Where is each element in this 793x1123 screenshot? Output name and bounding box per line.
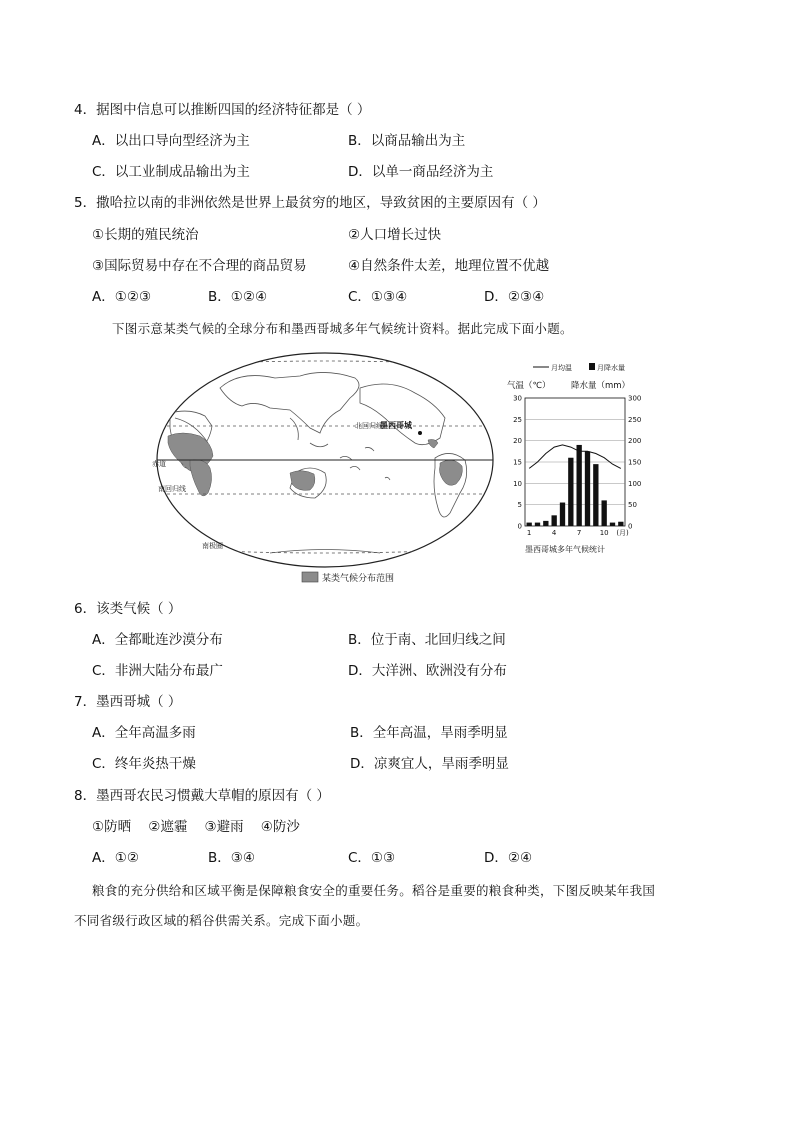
q8-stem: 8．墨西哥农民习惯戴大草帽的原因有（ ） [74,788,330,804]
right-axis-label: 降水量（mm） [571,381,631,391]
precip-bar [527,523,532,526]
x-tick-label: 1 [526,529,532,537]
right-tick-label: 200 [628,437,642,446]
right-tick-label: 50 [628,501,637,510]
precip-bar [535,523,540,526]
q7-option-a: A．全年高温多雨 [92,725,196,741]
left-axis-label: 气温（℃） [507,381,551,391]
right-tick-label: 150 [628,458,642,467]
q4-stem: 4．据图中信息可以推断四国的经济特征都是（ ） [74,102,371,118]
left-tick-label: 20 [513,437,522,446]
q5-statement-1: ①长期的殖民统治 [92,227,199,243]
q5-statement-4: ④自然条件太差，地理位置不优越 [348,258,550,274]
tropic-s-label: 南回归线 [158,485,186,493]
q6-option-b: B．位于南、北回归线之间 [348,632,506,648]
q6-stem: 6．该类气候（ ） [74,601,182,617]
q6-option-c: C．非洲大陆分布最广 [92,663,223,679]
temperature-line [529,445,621,469]
antarctic-label: 南极圈 [202,542,223,550]
precip-bar [593,464,598,526]
intro-climate: 下图示意某类气候的全球分布和墨西哥城多年气候统计资料。据此完成下面小题。 [112,321,573,336]
q6-option-d: D．大洋洲、欧洲没有分布 [348,663,507,679]
right-tick-label: 100 [628,479,642,488]
city-label: 墨西哥城 [380,421,412,430]
q5-option-b: B．①②④ [208,289,268,305]
legend-swatch [302,572,318,582]
x-tick-label: 7 [576,529,582,537]
q8-option-a: A．①② [92,850,139,866]
precip-bar [577,445,582,526]
q8-option-b: B．③④ [208,850,255,866]
right-tick-label: 300 [628,394,642,403]
precip-bar [585,451,590,526]
world-climate-map [150,348,500,588]
x-tick-label: 4 [551,529,557,537]
q8-option-c: C．①③ [348,850,396,866]
left-tick-label: 10 [513,479,522,488]
city-marker [418,431,422,435]
precip-bar [610,523,615,526]
q5-option-c: C．①③④ [348,289,408,305]
precip-bar [568,458,573,526]
q7-option-c: C．终年炎热干燥 [92,756,196,772]
q8-statements: ①防晒 ②遮霾 ③避雨 ④防沙 [92,819,300,835]
equator-label: 赤道 [152,460,166,468]
q5-option-a: A．①②③ [92,289,152,305]
x-tick-label: 10 [599,529,609,537]
q5-option-d: D．②③④ [484,289,545,305]
left-tick-label: 30 [513,394,522,403]
left-tick-label: 5 [517,501,522,510]
right-tick-label: 0 [628,522,633,531]
q7-option-d: D．凉爽宜人，旱雨季明显 [350,756,509,772]
q4-option-b: B．以商品输出为主 [348,133,466,149]
left-tick-label: 0 [517,522,522,531]
x-unit-label: (月) [616,529,629,537]
intro-rice-line1: 粮食的充分供给和区域平衡是保障粮食安全的重要任务。稻谷是重要的粮食种类，下图反映某年我国 [92,883,656,898]
chart-title: 墨西哥城多年气候统计 [525,545,605,554]
left-tick-label: 15 [513,458,522,467]
q5-stem: 5．撒哈拉以南的非洲依然是世界上最贫穷的地区，导致贫困的主要原因有（ ） [74,195,546,211]
legend-temp: 月均温 [551,364,572,372]
right-tick-label: 250 [628,415,642,424]
tropic-n-label: 北回归线 [355,422,383,430]
q5-statement-3: ③国际贸易中存在不合理的商品贸易 [92,258,307,274]
precip-bar [560,503,565,526]
map-legend-label: 某类气候分布范围 [322,574,395,584]
q7-option-b: B．全年高温，旱雨季明显 [350,725,508,741]
q4-option-d: D．以单一商品经济为主 [348,164,494,180]
q4-option-a: A．以出口导向型经济为主 [92,133,250,149]
q6-option-a: A．全都毗连沙漠分布 [92,632,223,648]
legend-precip: 月降水量 [597,364,625,372]
q4-option-c: C．以工业制成品输出为主 [92,164,250,180]
precip-bar [543,521,548,526]
q7-stem: 7．墨西哥城（ ） [74,694,182,710]
q8-option-d: D．②④ [484,850,533,866]
left-tick-label: 25 [513,415,522,424]
precip-bar [618,522,623,526]
q5-statement-2: ②人口增长过快 [348,227,442,243]
precip-bar [552,515,557,526]
climate-chart [505,358,650,558]
intro-rice-line2: 不同省级行政区域的稻谷供需关系。完成下面小题。 [74,913,369,928]
precip-bar [602,500,607,526]
